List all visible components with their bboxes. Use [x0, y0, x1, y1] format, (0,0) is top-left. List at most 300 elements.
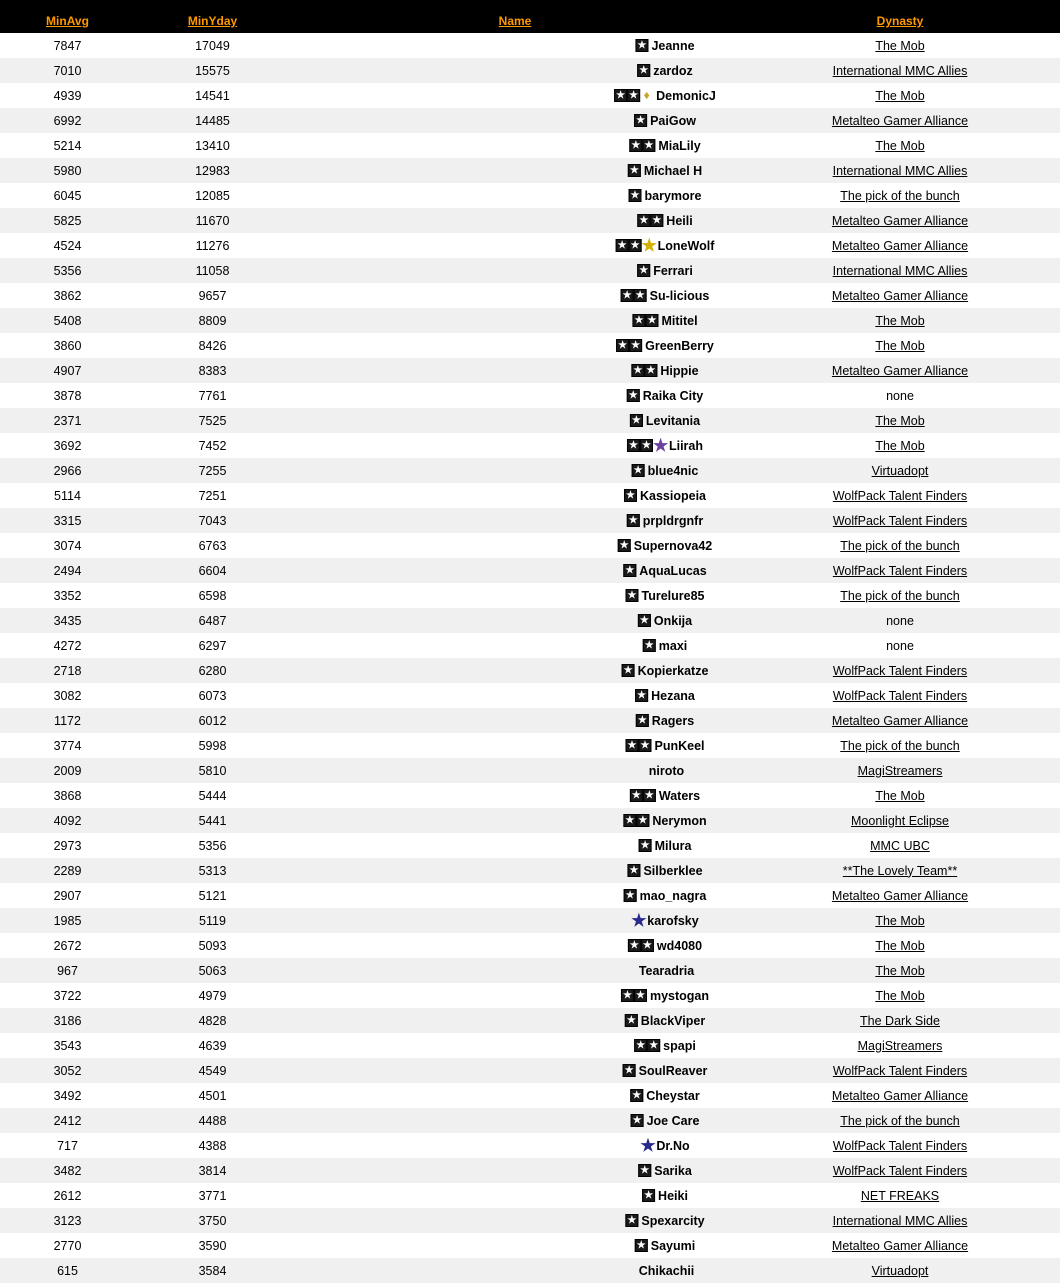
- cell-dynasty: [740, 608, 1060, 633]
- cell-minyday: 6280: [135, 658, 290, 683]
- table-row: [0, 1208, 1060, 1233]
- cell-name: [290, 758, 740, 783]
- table-body: [0, 33, 1060, 1283]
- player-name[interactable]: mao_nagra: [639, 888, 707, 903]
- player-name[interactable]: Ferrari: [653, 263, 693, 278]
- black-star-badge-icon: ★: [636, 714, 649, 727]
- cell-minyday: 14541: [135, 83, 290, 108]
- player-name[interactable]: zardoz: [653, 63, 693, 78]
- player-name[interactable]: Michael H: [643, 163, 703, 178]
- cell-dynasty: [740, 1108, 1060, 1133]
- cell-minyday: 6598: [135, 583, 290, 608]
- badge-group: [630, 1089, 643, 1102]
- cell-minavg: 3860: [0, 333, 135, 358]
- cell-name: [290, 1033, 740, 1058]
- player-name[interactable]: BlackViper: [640, 1013, 706, 1028]
- black-star-badge-icon: ★: [623, 814, 636, 827]
- badge-group: [632, 314, 658, 327]
- cell-minavg: 5114: [0, 483, 135, 508]
- cell-name: [290, 258, 740, 283]
- badge-group: [625, 1014, 638, 1027]
- cell-minavg: 3868: [0, 783, 135, 808]
- cell-name: [290, 358, 740, 383]
- cell-minyday: 17049: [135, 33, 290, 58]
- player-name[interactable]: Chikachii: [638, 1263, 695, 1278]
- black-star-badge-icon: ★: [637, 264, 650, 277]
- dynasty-link[interactable]: Metalteo Gamer Alliance: [831, 238, 969, 253]
- black-star-badge-icon: ★: [635, 39, 648, 52]
- gold-star-badge-icon: ★: [641, 236, 657, 255]
- black-star-badge-icon: ★: [642, 139, 655, 152]
- dynasty-link[interactable]: Virtuadopt: [871, 463, 929, 478]
- table-row: [0, 458, 1060, 483]
- cell-name: [290, 733, 740, 758]
- cell-minyday: 5313: [135, 858, 290, 883]
- black-star-badge-icon: ★: [634, 114, 647, 127]
- black-star-badge-icon: ★: [623, 564, 636, 577]
- badge-group: [629, 139, 655, 152]
- badge-group: [628, 939, 654, 952]
- dynasty-link[interactable]: International MMC Allies: [832, 163, 968, 178]
- cell-minyday: 6012: [135, 708, 290, 733]
- table-row: [0, 733, 1060, 758]
- player-name[interactable]: Levitania: [645, 413, 701, 428]
- player-name[interactable]: Spexarcity: [641, 1213, 705, 1228]
- table-row: [0, 133, 1060, 158]
- black-star-badge-icon: ★: [624, 489, 637, 502]
- black-star-badge-icon: ★: [634, 989, 647, 1002]
- cell-minyday: 5441: [135, 808, 290, 833]
- cell-name: [290, 333, 740, 358]
- player-name[interactable]: MiaLily: [658, 138, 701, 153]
- player-name[interactable]: Dr.No: [656, 1138, 690, 1153]
- cell-minyday: 6297: [135, 633, 290, 658]
- dynasty-link[interactable]: The Mob: [875, 963, 925, 978]
- badge-group: [618, 539, 631, 552]
- player-name[interactable]: prpldrgnfr: [642, 513, 704, 528]
- dynasty-link[interactable]: Metalteo Gamer Alliance: [831, 888, 969, 903]
- player-name[interactable]: spapi: [663, 1038, 696, 1053]
- player-name[interactable]: barymore: [644, 188, 702, 203]
- player-name[interactable]: LoneWolf: [657, 238, 715, 253]
- cell-name: [290, 783, 740, 808]
- cell-minyday: 5063: [135, 958, 290, 983]
- badge-group: [631, 1114, 644, 1127]
- player-name[interactable]: Raika City: [642, 388, 704, 403]
- dynasty-link[interactable]: The pick of the bunch: [840, 188, 960, 203]
- player-name[interactable]: maxi: [658, 638, 688, 653]
- table-row: [0, 233, 1060, 258]
- player-name[interactable]: DemonicJ: [656, 88, 716, 103]
- player-name[interactable]: Sayumi: [650, 1238, 696, 1253]
- cell-dynasty: [740, 583, 1060, 608]
- player-name[interactable]: Turelure85: [641, 588, 705, 603]
- black-star-badge-icon: ★: [629, 239, 642, 252]
- black-star-badge-icon: ★: [630, 789, 643, 802]
- dynasty-link[interactable]: Metalteo Gamer Alliance: [831, 1088, 969, 1103]
- black-star-badge-icon: ★: [629, 189, 642, 202]
- badge-group: [616, 236, 657, 255]
- cell-name: [290, 58, 740, 83]
- dynasty-none-label: none: [886, 613, 914, 628]
- table-row: [0, 858, 1060, 883]
- cell-minyday: 5093: [135, 933, 290, 958]
- cell-name: [290, 608, 740, 633]
- player-name[interactable]: Joe Care: [646, 1113, 700, 1128]
- dynasty-link[interactable]: The Mob: [875, 413, 925, 428]
- badge-group: [630, 414, 643, 427]
- table-row: [0, 1033, 1060, 1058]
- black-star-badge-icon: ★: [650, 214, 663, 227]
- badge-group: [636, 714, 649, 727]
- cell-minyday: 7761: [135, 383, 290, 408]
- dynasty-link[interactable]: The pick of the bunch: [840, 538, 960, 553]
- player-name[interactable]: PaiGow: [650, 113, 696, 128]
- player-name[interactable]: AquaLucas: [639, 563, 707, 578]
- dynasty-link[interactable]: WolfPack Talent Finders: [832, 1163, 968, 1178]
- black-star-badge-icon: ★: [647, 1039, 660, 1052]
- cell-minyday: 13410: [135, 133, 290, 158]
- player-name[interactable]: Supernova42: [633, 538, 713, 553]
- cell-name: [290, 458, 740, 483]
- dynasty-link[interactable]: International MMC Allies: [832, 63, 968, 78]
- cell-minavg: 4524: [0, 233, 135, 258]
- black-star-badge-icon: ★: [627, 439, 640, 452]
- player-name[interactable]: Ragers: [651, 713, 695, 728]
- cell-dynasty: [740, 783, 1060, 808]
- cell-dynasty: [740, 683, 1060, 708]
- dynasty-link[interactable]: The Mob: [875, 938, 925, 953]
- dynasty-link[interactable]: The Mob: [875, 788, 925, 803]
- black-star-badge-icon: ★: [629, 339, 642, 352]
- cell-minyday: 4549: [135, 1058, 290, 1083]
- cell-dynasty: [740, 383, 1060, 408]
- cell-name: [290, 1183, 740, 1208]
- cell-dynasty: [740, 433, 1060, 458]
- cell-name: [290, 383, 740, 408]
- dynasty-link[interactable]: Metalteo Gamer Alliance: [831, 363, 969, 378]
- cell-minavg: 6992: [0, 108, 135, 133]
- black-star-badge-icon: ★: [625, 1214, 638, 1227]
- dynasty-link[interactable]: The Mob: [875, 88, 925, 103]
- cell-dynasty: [740, 883, 1060, 908]
- table-row: [0, 583, 1060, 608]
- player-name[interactable]: Jeanne: [651, 38, 695, 53]
- player-name[interactable]: GreenBerry: [645, 338, 714, 353]
- cell-minavg: 1172: [0, 708, 135, 733]
- black-star-badge-icon: ★: [627, 389, 640, 402]
- dynasty-link[interactable]: WolfPack Talent Finders: [832, 488, 968, 503]
- dynasty-link[interactable]: The Dark Side: [860, 1013, 940, 1028]
- dynasty-link[interactable]: International MMC Allies: [832, 263, 968, 278]
- cell-minavg: 3862: [0, 283, 135, 308]
- player-name[interactable]: wd4080: [656, 938, 703, 953]
- table-header: [0, 10, 1060, 33]
- cell-dynasty: [740, 1058, 1060, 1083]
- cell-minyday: 6763: [135, 533, 290, 558]
- black-star-badge-icon: ★: [623, 1064, 636, 1077]
- cell-minyday: 6073: [135, 683, 290, 708]
- dynasty-link[interactable]: WolfPack Talent Finders: [832, 663, 968, 678]
- dynasty-link[interactable]: NET FREAKS: [860, 1188, 940, 1203]
- black-star-badge-icon: ★: [645, 314, 658, 327]
- cell-dynasty: [740, 1033, 1060, 1058]
- cell-minyday: 11276: [135, 233, 290, 258]
- dynasty-link[interactable]: The Mob: [875, 138, 925, 153]
- player-name[interactable]: Heiki: [658, 1188, 688, 1203]
- dynasty-link[interactable]: Virtuadopt: [871, 1263, 929, 1278]
- dynasty-link[interactable]: MMC UBC: [870, 838, 930, 853]
- black-star-badge-icon: ★: [631, 364, 644, 377]
- table-row: [0, 258, 1060, 283]
- dynasty-link[interactable]: The Mob: [875, 913, 925, 928]
- badge-group: [638, 614, 651, 627]
- badge-group: [621, 289, 647, 302]
- black-star-badge-icon: ★: [634, 1039, 647, 1052]
- black-star-badge-icon: ★: [621, 989, 634, 1002]
- cell-minyday: 7255: [135, 458, 290, 483]
- table-row: [0, 808, 1060, 833]
- cell-name: [290, 308, 740, 333]
- dynasty-link[interactable]: The Mob: [875, 988, 925, 1003]
- black-star-badge-icon: ★: [640, 439, 653, 452]
- badge-group: [642, 1189, 655, 1202]
- table-row: [0, 758, 1060, 783]
- black-star-badge-icon: ★: [622, 664, 635, 677]
- player-name[interactable]: Hippie: [660, 363, 699, 378]
- player-name[interactable]: Mititel: [661, 313, 698, 328]
- badge-group: [637, 64, 650, 77]
- badge-group: [631, 364, 657, 377]
- cell-minyday: 3590: [135, 1233, 290, 1258]
- dynasty-link[interactable]: MagiStreamers: [857, 763, 943, 778]
- dynasty-link[interactable]: International MMC Allies: [832, 1213, 968, 1228]
- cell-minyday: 15575: [135, 58, 290, 83]
- cell-minyday: 4828: [135, 1008, 290, 1033]
- dynasty-link[interactable]: Metalteo Gamer Alliance: [831, 213, 969, 228]
- table-row: [0, 983, 1060, 1008]
- black-star-badge-icon: ★: [626, 589, 639, 602]
- cell-name: [290, 633, 740, 658]
- gold-trophy-icon: ♦: [643, 88, 650, 102]
- cell-name: [290, 533, 740, 558]
- cell-minyday: 3750: [135, 1208, 290, 1233]
- black-star-badge-icon: ★: [638, 614, 651, 627]
- cell-minavg: 3722: [0, 983, 135, 1008]
- player-name[interactable]: Milura: [654, 838, 692, 853]
- player-name[interactable]: Kopierkatze: [637, 663, 709, 678]
- black-star-badge-icon: ★: [630, 1089, 643, 1102]
- dynasty-link[interactable]: Metalteo Gamer Alliance: [831, 113, 969, 128]
- player-name[interactable]: blue4nic: [647, 463, 699, 478]
- cell-dynasty: [740, 258, 1060, 283]
- cell-minavg: 3543: [0, 1033, 135, 1058]
- dynasty-link[interactable]: WolfPack Talent Finders: [832, 513, 968, 528]
- cell-name: [290, 1008, 740, 1033]
- cell-name: [290, 658, 740, 683]
- player-name[interactable]: Liirah: [668, 438, 704, 453]
- column-header-minavg[interactable]: MinAvg: [0, 10, 135, 33]
- table-row: [0, 958, 1060, 983]
- black-star-badge-icon: ★: [627, 864, 640, 877]
- cell-name: [290, 508, 740, 533]
- cell-dynasty: [740, 333, 1060, 358]
- black-star-badge-icon: ★: [624, 889, 637, 902]
- cell-minyday: 5121: [135, 883, 290, 908]
- table-row: [0, 1083, 1060, 1108]
- cell-name: [290, 833, 740, 858]
- cell-dynasty: [740, 133, 1060, 158]
- player-name[interactable]: Silberklee: [643, 863, 703, 878]
- table-row: [0, 183, 1060, 208]
- cell-minavg: 5214: [0, 133, 135, 158]
- black-star-badge-icon: ★: [636, 814, 649, 827]
- table-row: [0, 1058, 1060, 1083]
- cell-dynasty: [740, 733, 1060, 758]
- table-row: [0, 408, 1060, 433]
- cell-minavg: 4272: [0, 633, 135, 658]
- dynasty-link[interactable]: The pick of the bunch: [840, 588, 960, 603]
- table-row: [0, 208, 1060, 233]
- black-star-badge-icon: ★: [621, 289, 634, 302]
- player-name[interactable]: niroto: [648, 763, 685, 778]
- cell-dynasty: [740, 33, 1060, 58]
- cell-minavg: 6045: [0, 183, 135, 208]
- table-row: [0, 483, 1060, 508]
- badge-group: [628, 164, 641, 177]
- player-name[interactable]: Onkija: [653, 613, 693, 628]
- cell-name: [290, 1133, 740, 1158]
- cell-minavg: 2412: [0, 1108, 135, 1133]
- cell-name: [290, 208, 740, 233]
- cell-dynasty: [740, 308, 1060, 333]
- cell-minyday: 3584: [135, 1258, 290, 1283]
- player-name[interactable]: Tearadria: [638, 963, 695, 978]
- dynasty-link[interactable]: Metalteo Gamer Alliance: [831, 713, 969, 728]
- table-row: [0, 283, 1060, 308]
- dynasty-link[interactable]: **The Lovely Team**: [842, 863, 958, 878]
- player-name[interactable]: PunKeel: [654, 738, 705, 753]
- dynasty-link[interactable]: WolfPack Talent Finders: [832, 563, 968, 578]
- player-name[interactable]: Hezana: [651, 688, 695, 703]
- cell-dynasty: [740, 1133, 1060, 1158]
- cell-minavg: 3774: [0, 733, 135, 758]
- player-name[interactable]: mystogan: [649, 988, 710, 1003]
- dynasty-link[interactable]: The Mob: [875, 438, 925, 453]
- cell-minavg: 3492: [0, 1083, 135, 1108]
- dynasty-link[interactable]: WolfPack Talent Finders: [832, 1063, 968, 1078]
- black-star-badge-icon: ★: [629, 139, 642, 152]
- cell-minavg: 4939: [0, 83, 135, 108]
- badge-group: [623, 814, 649, 827]
- player-name[interactable]: Cheystar: [646, 1088, 700, 1103]
- badge-group: [614, 89, 653, 102]
- cell-dynasty: [740, 83, 1060, 108]
- cell-minavg: 3315: [0, 508, 135, 533]
- table-row: [0, 683, 1060, 708]
- cell-dynasty: [740, 458, 1060, 483]
- dynasty-link[interactable]: Metalteo Gamer Alliance: [831, 288, 969, 303]
- player-name[interactable]: Waters: [658, 788, 701, 803]
- player-name[interactable]: SoulReaver: [638, 1063, 708, 1078]
- badge-group: [634, 114, 647, 127]
- player-name[interactable]: Nerymon: [652, 813, 707, 828]
- badge-group: [632, 464, 645, 477]
- table-row: [0, 783, 1060, 808]
- table-row: [0, 533, 1060, 558]
- cell-dynasty: [740, 1158, 1060, 1183]
- cell-minavg: 3692: [0, 433, 135, 458]
- badge-group: [627, 514, 640, 527]
- cell-minyday: 7251: [135, 483, 290, 508]
- player-name[interactable]: Su-licious: [649, 288, 710, 303]
- dynasty-link[interactable]: The pick of the bunch: [840, 738, 960, 753]
- column-header-dynasty[interactable]: Dynasty: [740, 10, 1060, 33]
- player-name[interactable]: karofsky: [647, 913, 699, 928]
- cell-minavg: 967: [0, 958, 135, 983]
- cell-dynasty: [740, 1008, 1060, 1033]
- badge-group: [640, 1136, 656, 1155]
- dynasty-link[interactable]: WolfPack Talent Finders: [832, 1138, 968, 1153]
- cell-dynasty: [740, 358, 1060, 383]
- dynasty-link[interactable]: Metalteo Gamer Alliance: [831, 1238, 969, 1253]
- cell-minavg: 2371: [0, 408, 135, 433]
- player-name[interactable]: Kassiopeia: [639, 488, 707, 503]
- dynasty-none-label: none: [886, 638, 914, 653]
- cell-minyday: 8383: [135, 358, 290, 383]
- cell-name: [290, 133, 740, 158]
- player-name[interactable]: Heili: [666, 213, 693, 228]
- column-header-minyday[interactable]: MinYday: [135, 10, 290, 33]
- cell-minavg: 5825: [0, 208, 135, 233]
- cell-dynasty: [740, 933, 1060, 958]
- table-row: [0, 508, 1060, 533]
- black-star-badge-icon: ★: [628, 939, 641, 952]
- cell-minavg: 4092: [0, 808, 135, 833]
- dynasty-link[interactable]: The Mob: [875, 338, 925, 353]
- cell-dynasty: [740, 1233, 1060, 1258]
- player-name[interactable]: Sarika: [654, 1163, 692, 1178]
- dynasty-link[interactable]: MagiStreamers: [857, 1038, 943, 1053]
- cell-dynasty: [740, 283, 1060, 308]
- cell-name: [290, 1208, 740, 1233]
- cell-dynasty: [740, 158, 1060, 183]
- cell-minavg: 615: [0, 1258, 135, 1283]
- cell-minavg: 7010: [0, 58, 135, 83]
- cell-minyday: 5356: [135, 833, 290, 858]
- cell-name: [290, 583, 740, 608]
- black-star-badge-icon: ★: [643, 639, 656, 652]
- dynasty-link[interactable]: WolfPack Talent Finders: [832, 688, 968, 703]
- cell-minyday: 3771: [135, 1183, 290, 1208]
- badge-group: [635, 689, 648, 702]
- dynasty-link[interactable]: Moonlight Eclipse: [851, 813, 949, 828]
- cell-minavg: 2966: [0, 458, 135, 483]
- cell-minavg: 3435: [0, 608, 135, 633]
- dynasty-link[interactable]: The Mob: [875, 313, 925, 328]
- black-star-badge-icon: ★: [643, 789, 656, 802]
- cell-minyday: 4488: [135, 1108, 290, 1133]
- leaderboard-table: [0, 10, 1060, 1283]
- column-header-name[interactable]: Name: [290, 10, 740, 33]
- black-star-badge-icon: ★: [644, 364, 657, 377]
- dynasty-link[interactable]: The pick of the bunch: [840, 1113, 960, 1128]
- dynasty-link[interactable]: The Mob: [875, 38, 925, 53]
- badge-group: [637, 264, 650, 277]
- blue-star-badge-icon: ★: [640, 1136, 656, 1155]
- table-header-row: [0, 10, 1060, 33]
- cell-minavg: 3482: [0, 1158, 135, 1183]
